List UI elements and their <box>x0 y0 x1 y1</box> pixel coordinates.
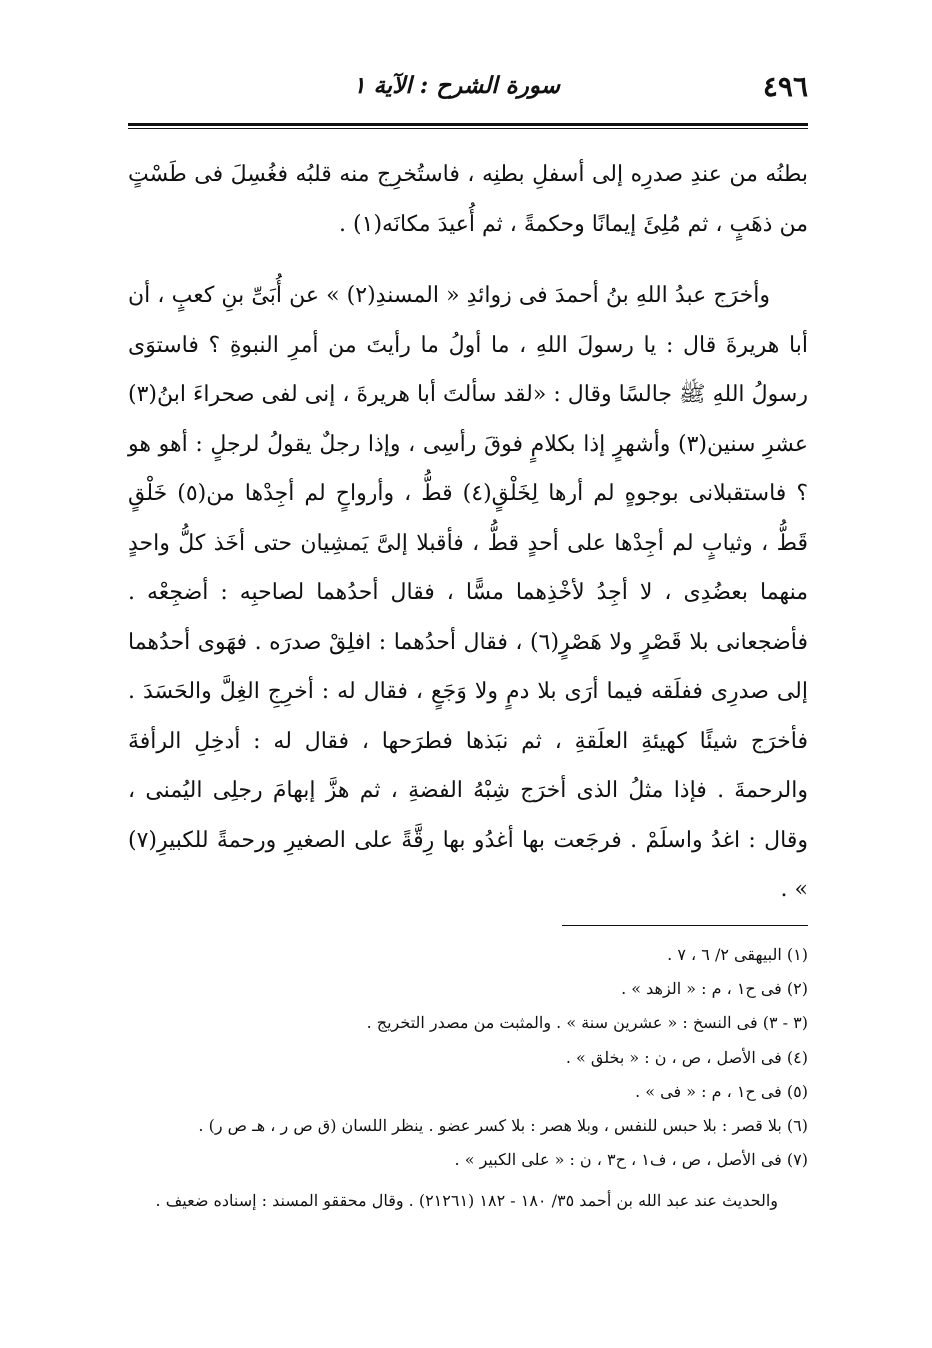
header-rule <box>128 123 808 126</box>
footnote: (٧) فى الأصل ، ص ، ف١ ، ح٣ ، ن : « على الكبير » . <box>454 1150 808 1170</box>
footnote: (٣ - ٣) فى النسخ : « عشرين سنة » . والمثبت من مصدر التخريج . <box>366 1013 808 1033</box>
footnote: (٥) فى ح١ ، م : « فى » . <box>635 1081 808 1101</box>
paragraph: بطنُه من عندِ صدرِه إلى أسفلِ بطنِه ، فاستُخرِج منه قلبُه فغُسِلَ فى طَسْتٍ من ذهَبٍ ، ثم مُلِئَ إيمانًا وحكمةً ، ثم أُعيدَ مكانَه(١) . <box>128 162 808 237</box>
header-rule-thin <box>128 128 808 129</box>
main-text <box>128 150 808 915</box>
footnote: (٦) بلا قصر : بلا حبس للنفس ، وبلا هصر : بلا كسر عضو . ينظر اللسان (ق ص ر ، هـ ص ر) . <box>198 1116 808 1136</box>
footnote: (١) البيهقى ٢/ ٦ ، ٧ . <box>667 945 808 964</box>
running-title: سورة الشرح : الآية ١ <box>353 72 560 99</box>
footnotes <box>120 938 808 1221</box>
footnote-separator <box>562 925 808 926</box>
footnote: (٢) فى ح١ ، م : « الزهد » . <box>621 979 808 999</box>
footnote-continuation: والحديث عند عبد الله بن أحمد ٣٥/ ١٨٠ - ١٨٢ (٢١٢٦١) . وقال محققو المسند : إسناده ضعيف . <box>155 1191 778 1211</box>
footnote: (٤) فى الأصل ، ص ، ن : « بخلق » . <box>565 1047 808 1067</box>
page-number: ٤٩٦ <box>762 70 808 103</box>
page-header <box>128 66 808 116</box>
paragraph: وأخرَج عبدُ اللهِ بنُ أحمدَ فى زوائدِ « المسندِ(٢) » عن أُبَىِّ بنِ كعبٍ ، أن أبا هريرةَ قال : يا رسولَ اللهِ ، ما أولُ ما رأيتَ من أمرِ النبوةِ ؟ فاستوَى رسولُ اللهِ ﷺ جالسًا وقال : «لقد سألتَ أبا هريرةَ ، إنى لفى صحراءَ ابنُ(٣) عشرِ سنين(٣) وأشهرٍ إذا بكلامٍ فوقَ رأسِى ، وإذا رجلٌ يقولُ لرجلٍ : أهو هو ؟ فاستقبلانى بوجوهٍ لم أرها لِخَلْقٍ(٤) قطُّ ، وأرواحٍ لم أجِدْها من(٥) خَلْقٍ قَطُّ ، وثيابٍ لم أجِدْها على أحدٍ قطُّ ، فأقبلا إلىَّ يَمشِيان حتى أخَذ كلُّ واحدٍ منهما بعضُدِى ، لا أجِدُ لأخْذِهما مسًّا ، فقال أحدُهما لصاحبِه : أضجِعْه . فأضجعانى بلا قَصْرٍ ولا هَصْرٍ(٦) ، فقال أحدُهما : افلِقْ صدرَه . فهَوى أحدُهما إلى صدرِى ففلَقه فيما أرَى بلا دمٍ ولا وَجَعٍ ، فقال له : أخرِجِ الغِلَّ والحَسَدَ . فأخرَج شيئًا كهيئةِ العلَقةِ ، ثم نبَذها فطرَحها ، فقال له : أدخِلِ الرأفةَ والرحمةَ . فإذا مثلُ الذى أخرَج شِبْهُ الفضةِ ، ثم هزَّ إبهامَ رجلِى اليُمنى ، وقال : اغدُ واسلَمْ . فرجَعت بها أغدُو بها رِقَّةً على الصغيرِ ورحمةً للكبيرِ(٧) » . <box>128 283 808 902</box>
